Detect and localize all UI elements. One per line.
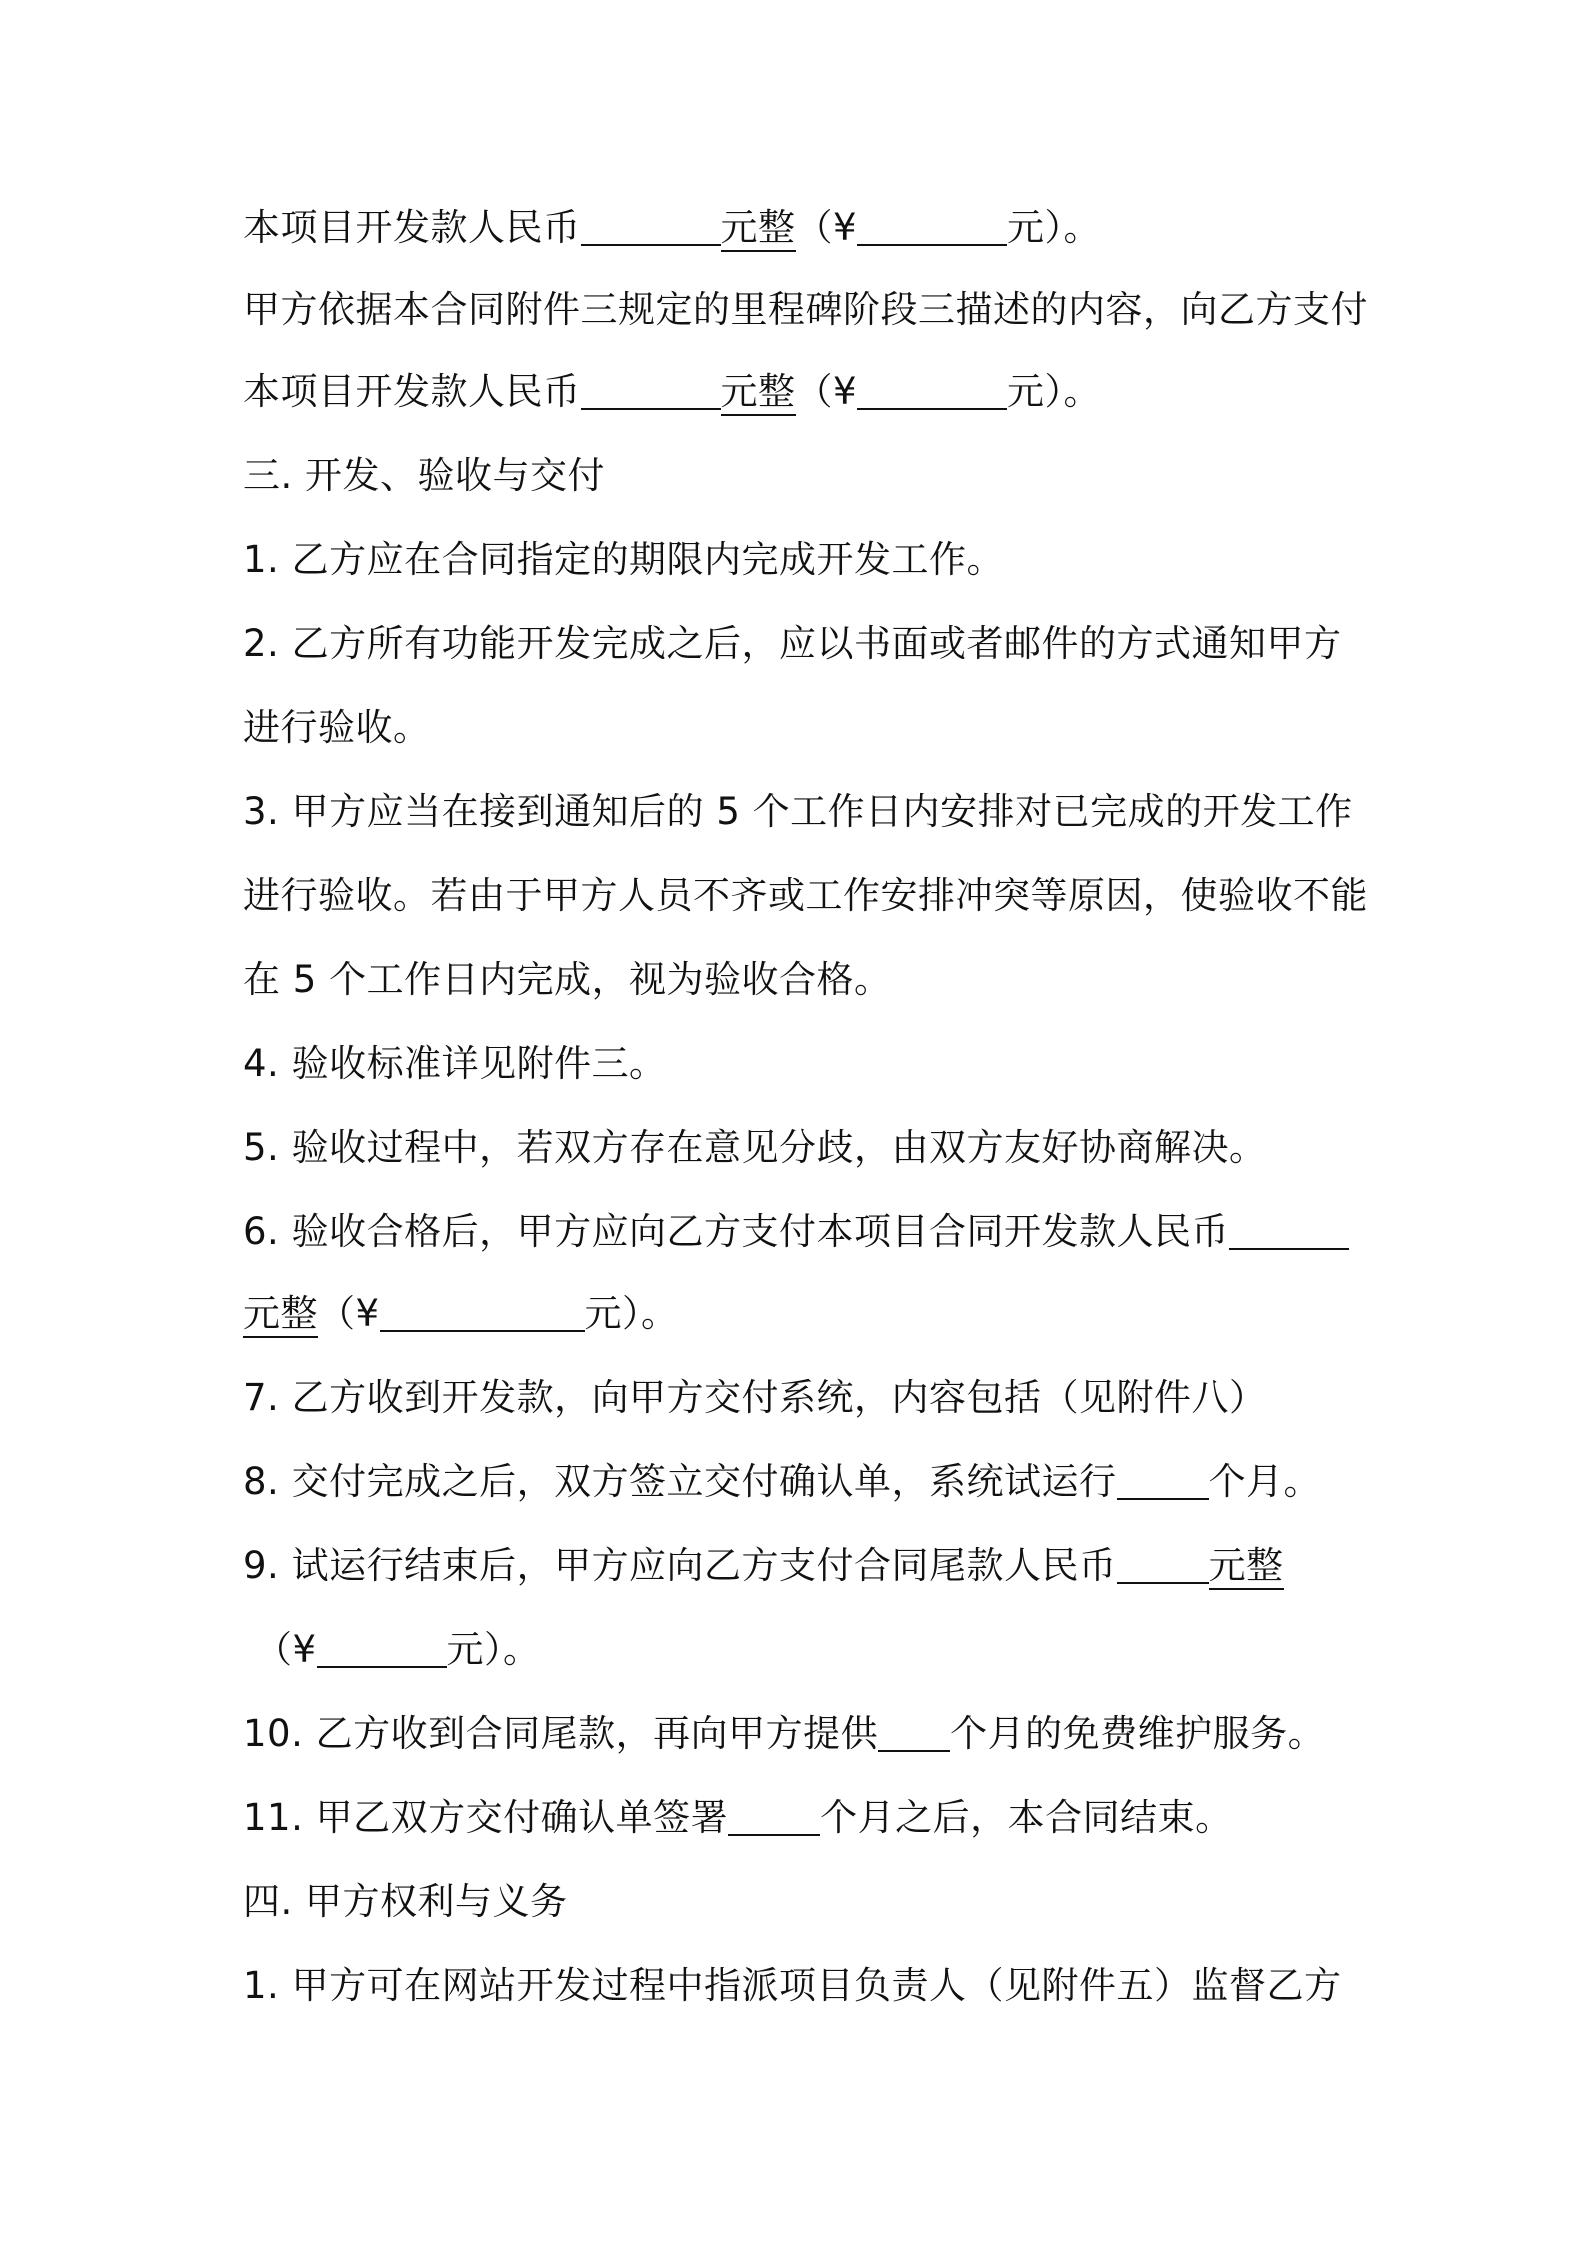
text-line: 在 5 个工作日内完成，视为验收合格。 (243, 958, 892, 1001)
text-fragment: 元）。 (1007, 370, 1102, 413)
text-fragment: 个月之后，本合同结束。 (820, 1796, 1233, 1839)
text-line: 4. 验收标准详见附件三。 (243, 1042, 667, 1085)
text-fragment: 10. 乙方收到合同尾款，再向甲方提供 (243, 1712, 879, 1755)
text-line: 1. 甲方可在网站开发过程中指派项目负责人（见附件五）监督乙方 (243, 1964, 1342, 2007)
text-line: 1. 乙方应在合同指定的期限内完成开发工作。 (243, 538, 1005, 581)
text-fragment: 9. 试运行结束后，甲方应向乙方支付合同尾款人民币 (243, 1544, 1117, 1587)
text-fragment: 元整 (1209, 1544, 1284, 1590)
text-fragment: 6. 验收合格后，甲方应向乙方支付本项目合同开发款人民币 (243, 1210, 1230, 1253)
text-line: 5. 验收过程中，若双方存在意见分歧，由双方友好协商解决。 (243, 1126, 1267, 1169)
text-line (255, 1618, 1375, 1682)
text-fragment: （¥ (255, 1628, 317, 1671)
text-fragment: 本项目开发款人民币 (243, 206, 581, 249)
text-fragment: 元）。 (1007, 206, 1102, 249)
text-line: 3. 甲方应当在接到通知后的 5 个工作日内安排对已完成的开发工作 (243, 790, 1353, 833)
text-fragment: 元整 (721, 206, 796, 252)
text-fragment: （¥ (795, 206, 858, 249)
text-fragment: 11. 甲乙双方交付确认单签署 (243, 1796, 729, 1839)
text-line (243, 360, 1363, 424)
amount-blank[interactable] (317, 1624, 447, 1668)
text-line (243, 1702, 1363, 1766)
section-heading: 四. 甲方权利与义务 (243, 1880, 568, 1923)
text-line (243, 1282, 1363, 1346)
amount-blank[interactable] (1229, 1206, 1349, 1250)
amount-blank[interactable] (1117, 1540, 1209, 1584)
amount-blank[interactable] (581, 366, 721, 410)
section-heading: 三. 开发、验收与交付 (243, 454, 606, 497)
text-line (243, 1786, 1363, 1850)
text-fragment: 8. 交付完成之后，双方签立交付确认单，系统试运行 (243, 1460, 1117, 1503)
duration-blank[interactable] (1117, 1456, 1209, 1500)
duration-blank[interactable] (728, 1792, 820, 1836)
text-line: 进行验收。若由于甲方人员不齐或工作安排冲突等原因，使验收不能 (243, 874, 1368, 917)
text-line: 7. 乙方收到开发款，向甲方交付系统，内容包括（见附件八） (243, 1376, 1267, 1419)
text-fragment: 本项目开发款人民币 (243, 370, 581, 413)
text-fragment: 元整 (721, 370, 796, 416)
text-fragment: 元整 (243, 1292, 318, 1338)
amount-blank[interactable] (380, 1288, 585, 1332)
text-fragment: 元）。 (446, 1628, 541, 1671)
text-fragment: 元）。 (584, 1292, 679, 1335)
text-fragment: 个月的免费维护服务。 (950, 1712, 1326, 1755)
text-line: 2. 乙方所有功能开发完成之后，应以书面或者邮件的方式通知甲方 (243, 622, 1342, 665)
amount-blank[interactable] (857, 202, 1007, 246)
text-line (243, 196, 1363, 260)
text-line (243, 1534, 1363, 1598)
text-line: 进行验收。 (243, 706, 431, 749)
text-line (243, 1200, 1363, 1264)
text-line (243, 1450, 1363, 1514)
text-fragment: （¥ (795, 370, 858, 413)
text-line: 甲方依据本合同附件三规定的里程碑阶段三描述的内容，向乙方支付 (243, 288, 1368, 331)
amount-blank[interactable] (581, 202, 721, 246)
text-fragment: 个月。 (1208, 1460, 1322, 1503)
amount-blank[interactable] (857, 366, 1007, 410)
duration-blank[interactable] (878, 1708, 950, 1752)
text-fragment: （¥ (318, 1292, 380, 1335)
